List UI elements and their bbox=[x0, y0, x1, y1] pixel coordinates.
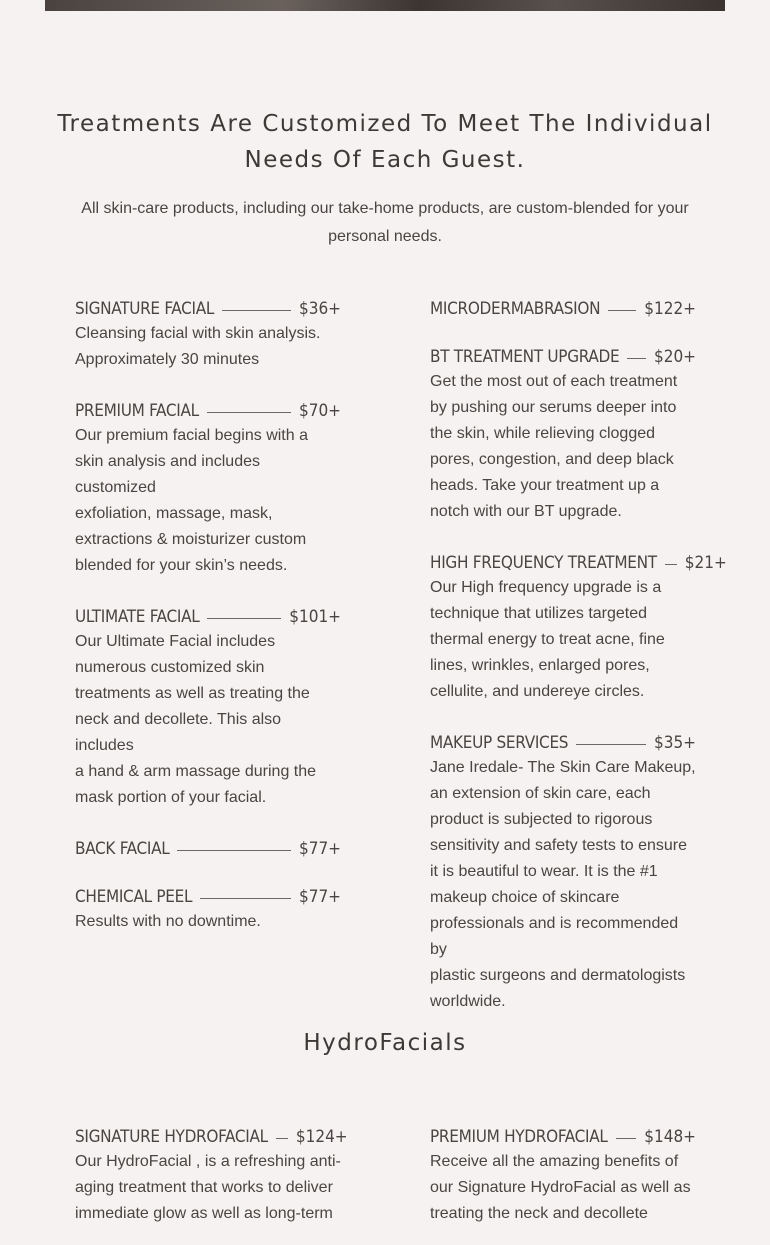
item-name: BT TREATMENT UPGRADE bbox=[430, 347, 620, 367]
hydrofacials-right-column bbox=[430, 1117, 696, 1245]
item-description: Get the most out of each treatment by pushing our serums deeper into the skin, while relieving clogged pores, congestion, and deep black heads. Take your treatment up a notch with our BT upgrade. bbox=[430, 373, 678, 520]
treatments-left-column bbox=[75, 289, 341, 953]
leader-line bbox=[200, 898, 291, 899]
menu-item bbox=[430, 337, 696, 525]
hydrofacials-title: HydroFacials bbox=[303, 1030, 467, 1056]
menu-item bbox=[75, 289, 341, 373]
item-name: SIGNATURE HYDROFACIAL bbox=[75, 1127, 268, 1147]
item-description: Cleansing facial with skin analysis. Approximately 30 minutes bbox=[75, 325, 321, 368]
hero-image-strip bbox=[45, 0, 725, 11]
menu-item bbox=[430, 1117, 696, 1227]
item-price: $20+ bbox=[653, 347, 696, 367]
menu-item bbox=[75, 391, 341, 579]
menu-item bbox=[430, 543, 727, 705]
item-price: $124+ bbox=[295, 1127, 348, 1147]
menu-item bbox=[75, 877, 341, 935]
item-name: ULTIMATE FACIAL bbox=[75, 607, 200, 627]
leader-line bbox=[207, 618, 281, 619]
item-name: BACK FACIAL bbox=[75, 839, 170, 859]
item-name: MAKEUP SERVICES bbox=[430, 733, 569, 753]
item-price: $21+ bbox=[684, 553, 727, 573]
menu-item bbox=[430, 723, 696, 1015]
item-price: $148+ bbox=[644, 1127, 696, 1147]
treatments-right-column bbox=[430, 289, 727, 1033]
leader-line bbox=[665, 564, 677, 565]
item-price: $36+ bbox=[298, 299, 341, 319]
menu-item bbox=[75, 597, 341, 811]
menu-item bbox=[75, 829, 341, 859]
item-name: SIGNATURE FACIAL bbox=[75, 299, 215, 319]
item-description: Our Ultimate Facial includes numerous customized skin treatments as well as treating the neck and decollete. This also includes a hand & arm massage during the mask portion of your facial. bbox=[75, 633, 317, 806]
item-name: MICRODERMABRASION bbox=[430, 299, 601, 319]
item-description: Our High frequency upgrade is a technique that utilizes targeted thermal energy to treat acne, fine lines, wrinkles, enlarged pores, cellulite, and undereye circles. bbox=[430, 579, 665, 700]
leader-line bbox=[627, 358, 646, 359]
item-description: Our HydroFacial , is a refreshing anti- aging treatment that works to deliver immediate glow as well as long-term bbox=[75, 1153, 341, 1222]
item-name: PREMIUM HYDROFACIAL bbox=[430, 1127, 608, 1147]
leader-line bbox=[576, 744, 646, 745]
menu-item bbox=[430, 289, 696, 319]
item-price: $101+ bbox=[289, 607, 341, 627]
item-description: Jane Iredale- The Skin Care Makeup, an extension of skin care, each product is subjected to rigorous sensitivity and safety tests to ensure it is beautiful to wear. It is the #1 makeup choice of skincare professionals and is recommended by plastic surgeons and dermatologists worldwide. bbox=[430, 759, 696, 1010]
item-name: HIGH FREQUENCY TREATMENT bbox=[430, 553, 657, 573]
item-description: Results with no downtime. bbox=[75, 913, 261, 930]
item-price: $77+ bbox=[298, 887, 341, 907]
item-name: PREMIUM FACIAL bbox=[75, 401, 199, 421]
item-price: $77+ bbox=[298, 839, 341, 859]
leader-line bbox=[222, 310, 291, 311]
section-title: Treatments Are Customized To Meet The Individual Needs Of Each Guest. bbox=[57, 111, 713, 173]
item-name: CHEMICAL PEEL bbox=[75, 887, 193, 907]
item-description: Receive all the amazing benefits of our Signature HydroFacial as well as treating the neck and decollete bbox=[430, 1153, 691, 1222]
item-price: $122+ bbox=[644, 299, 696, 319]
leader-line bbox=[207, 412, 291, 413]
leader-line bbox=[177, 850, 291, 851]
leader-line bbox=[608, 310, 636, 311]
item-description: Our premium facial begins with a skin analysis and includes customized exfoliation, massage, mask, extractions & moisturizer custom blended for your skin’s needs. bbox=[75, 427, 308, 574]
hydrofacials-left-column bbox=[75, 1117, 348, 1245]
section-subtitle: All skin-care products, including our take-home products, are custom-blended for your personal needs. bbox=[81, 200, 689, 245]
menu-item bbox=[75, 1117, 348, 1227]
leader-line bbox=[616, 1138, 637, 1139]
leader-line bbox=[276, 1138, 288, 1139]
item-price: $35+ bbox=[653, 733, 696, 753]
item-price: $70+ bbox=[298, 401, 341, 421]
